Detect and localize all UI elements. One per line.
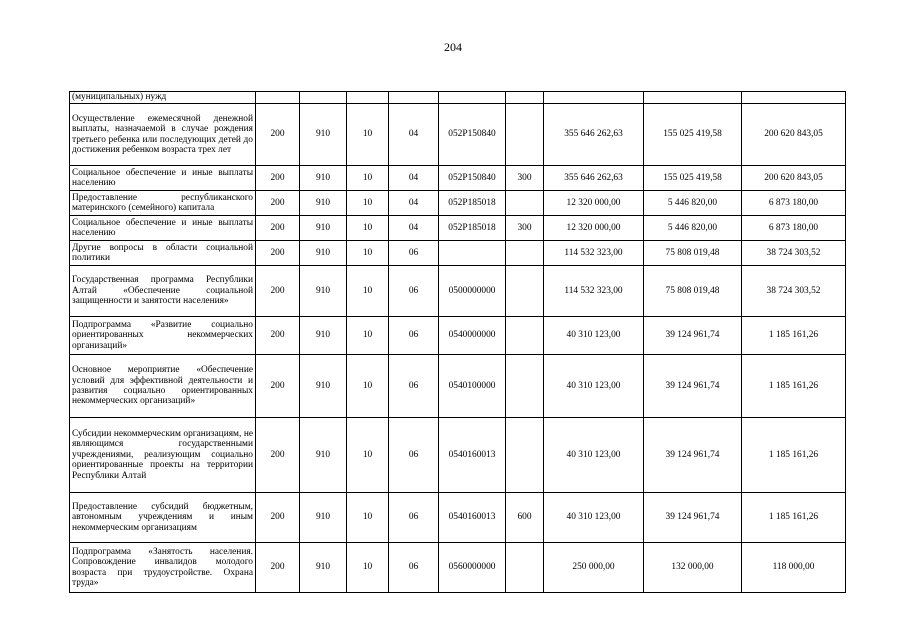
expense-type-cell <box>506 418 544 493</box>
ministry-code-cell: 200 <box>256 355 300 418</box>
amount-total-cell: 40 310 123,00 <box>544 317 644 355</box>
target-article-cell: 0540000000 <box>439 317 506 355</box>
expense-type-cell <box>506 92 544 104</box>
department-code-cell: 910 <box>300 493 347 543</box>
amount-2-cell: 39 124 961,74 <box>644 355 742 418</box>
ministry-code-cell: 200 <box>256 241 300 266</box>
amount-2-cell: 39 124 961,74 <box>644 317 742 355</box>
section-cell: 10 <box>347 355 389 418</box>
expense-type-cell: 600 <box>506 493 544 543</box>
row-name-cell: (муниципальных) нужд <box>70 92 256 104</box>
subsection-cell: 06 <box>389 493 439 543</box>
amount-3-cell: 1 185 161,26 <box>742 418 846 493</box>
ministry-code-cell: 200 <box>256 191 300 216</box>
table-row <box>70 166 846 191</box>
table-row <box>70 92 846 104</box>
target-article-cell: 052P185018 <box>439 191 506 216</box>
department-code-cell: 910 <box>300 543 347 593</box>
section-cell <box>347 92 389 104</box>
subsection-cell: 06 <box>389 355 439 418</box>
amount-2-cell: 5 446 820,00 <box>644 191 742 216</box>
amount-total-cell: 250 000,00 <box>544 543 644 593</box>
amount-2-cell: 132 000,00 <box>644 543 742 593</box>
ministry-code-cell: 200 <box>256 266 300 317</box>
amount-2-cell <box>644 92 742 104</box>
section-cell: 10 <box>347 104 389 166</box>
expense-type-cell: 300 <box>506 216 544 241</box>
amount-total-cell: 114 532 323,00 <box>544 266 644 317</box>
amount-total-cell: 355 646 262,63 <box>544 104 644 166</box>
section-cell: 10 <box>347 418 389 493</box>
row-name-cell: Предоставление республиканского материнского (семейного) капитала <box>70 191 256 216</box>
amount-3-cell <box>742 92 846 104</box>
section-cell: 10 <box>347 493 389 543</box>
ministry-code-cell: 200 <box>256 543 300 593</box>
amount-3-cell: 200 620 843,05 <box>742 104 846 166</box>
amount-3-cell: 200 620 843,05 <box>742 166 846 191</box>
target-article-cell: 052P150840 <box>439 166 506 191</box>
section-cell: 10 <box>347 543 389 593</box>
amount-3-cell: 6 873 180,00 <box>742 216 846 241</box>
amount-total-cell: 114 532 323,00 <box>544 241 644 266</box>
expense-type-cell <box>506 317 544 355</box>
section-cell: 10 <box>347 317 389 355</box>
table-row <box>70 317 846 355</box>
department-code-cell: 910 <box>300 241 347 266</box>
target-article-cell <box>439 241 506 266</box>
target-article-cell <box>439 92 506 104</box>
ministry-code-cell: 200 <box>256 418 300 493</box>
subsection-cell: 04 <box>389 104 439 166</box>
row-name-cell: Подпрограмма «Занятость населения. Сопровождение инвалидов молодого возраста при трудоустройстве. Охрана труда» <box>70 543 256 593</box>
amount-2-cell: 75 808 019,48 <box>644 266 742 317</box>
amount-3-cell: 1 185 161,26 <box>742 355 846 418</box>
department-code-cell: 910 <box>300 191 347 216</box>
amount-total-cell: 40 310 123,00 <box>544 355 644 418</box>
department-code-cell: 910 <box>300 104 347 166</box>
expense-type-cell <box>506 543 544 593</box>
amount-3-cell: 1 185 161,26 <box>742 317 846 355</box>
expense-type-cell <box>506 104 544 166</box>
section-cell: 10 <box>347 191 389 216</box>
row-name-cell: Основное мероприятие «Обеспечение условий для эффективной деятельности и развития социально ориентированных некоммерческих организаций» <box>70 355 256 418</box>
expense-type-cell <box>506 241 544 266</box>
amount-2-cell: 39 124 961,74 <box>644 493 742 543</box>
amount-2-cell: 155 025 419,58 <box>644 104 742 166</box>
amount-3-cell: 38 724 303,52 <box>742 241 846 266</box>
table-row <box>70 493 846 543</box>
section-cell: 10 <box>347 166 389 191</box>
target-article-cell: 0540160013 <box>439 493 506 543</box>
subsection-cell: 04 <box>389 216 439 241</box>
row-name-cell: Другие вопросы в области социальной политики <box>70 241 256 266</box>
department-code-cell: 910 <box>300 418 347 493</box>
ministry-code-cell: 200 <box>256 216 300 241</box>
department-code-cell: 910 <box>300 266 347 317</box>
department-code-cell: 910 <box>300 355 347 418</box>
target-article-cell: 052P150840 <box>439 104 506 166</box>
row-name-cell: Социальное обеспечение и иные выплаты населению <box>70 166 256 191</box>
amount-total-cell: 12 320 000,00 <box>544 191 644 216</box>
subsection-cell: 06 <box>389 543 439 593</box>
amount-2-cell: 155 025 419,58 <box>644 166 742 191</box>
section-cell: 10 <box>347 266 389 317</box>
subsection-cell: 06 <box>389 317 439 355</box>
row-name-cell: Социальное обеспечение и иные выплаты населению <box>70 216 256 241</box>
amount-2-cell: 5 446 820,00 <box>644 216 742 241</box>
ministry-code-cell <box>256 92 300 104</box>
table-row <box>70 418 846 493</box>
amount-2-cell: 75 808 019,48 <box>644 241 742 266</box>
table-row <box>70 191 846 216</box>
amount-3-cell: 38 724 303,52 <box>742 266 846 317</box>
ministry-code-cell: 200 <box>256 166 300 191</box>
row-name-cell: Подпрограмма «Развитие социально ориентированных некоммерческих организаций» <box>70 317 256 355</box>
amount-total-cell: 40 310 123,00 <box>544 493 644 543</box>
table-body <box>70 92 846 593</box>
budget-table <box>69 91 846 593</box>
row-name-cell: Осуществление ежемесячной денежной выплаты, назначаемой в случае рождения третьего ребенка или последующих детей до достижения ребенком возраста трех лет <box>70 104 256 166</box>
subsection-cell: 06 <box>389 418 439 493</box>
department-code-cell: 910 <box>300 166 347 191</box>
subsection-cell <box>389 92 439 104</box>
section-cell: 10 <box>347 241 389 266</box>
table-row <box>70 266 846 317</box>
expense-type-cell <box>506 191 544 216</box>
table-row <box>70 241 846 266</box>
subsection-cell: 06 <box>389 241 439 266</box>
amount-total-cell: 40 310 123,00 <box>544 418 644 493</box>
amount-3-cell: 118 000,00 <box>742 543 846 593</box>
expense-type-cell <box>506 355 544 418</box>
row-name-cell: Государственная программа Республики Алтай «Обеспечение социальной защищенности и занятости населения» <box>70 266 256 317</box>
table-row <box>70 543 846 593</box>
amount-3-cell: 6 873 180,00 <box>742 191 846 216</box>
table-row <box>70 216 846 241</box>
target-article-cell: 0560000000 <box>439 543 506 593</box>
subsection-cell: 06 <box>389 266 439 317</box>
row-name-cell: Субсидии некоммерческим организациям, не являющимся государственными учреждениями, реализующим социально ориентированные проекты на территории Республики Алтай <box>70 418 256 493</box>
department-code-cell: 910 <box>300 216 347 241</box>
table-row <box>70 355 846 418</box>
section-cell: 10 <box>347 216 389 241</box>
department-code-cell <box>300 92 347 104</box>
target-article-cell: 0540100000 <box>439 355 506 418</box>
target-article-cell: 0500000000 <box>439 266 506 317</box>
target-article-cell: 0540160013 <box>439 418 506 493</box>
amount-total-cell: 12 320 000,00 <box>544 216 644 241</box>
expense-type-cell <box>506 266 544 317</box>
table-row <box>70 104 846 166</box>
target-article-cell: 052P185018 <box>439 216 506 241</box>
amount-total-cell: 355 646 262,63 <box>544 166 644 191</box>
subsection-cell: 04 <box>389 191 439 216</box>
ministry-code-cell: 200 <box>256 493 300 543</box>
department-code-cell: 910 <box>300 317 347 355</box>
expense-type-cell: 300 <box>506 166 544 191</box>
subsection-cell: 04 <box>389 166 439 191</box>
amount-total-cell <box>544 92 644 104</box>
ministry-code-cell: 200 <box>256 317 300 355</box>
page-number: 204 <box>444 40 462 54</box>
amount-2-cell: 39 124 961,74 <box>644 418 742 493</box>
amount-3-cell: 1 185 161,26 <box>742 493 846 543</box>
ministry-code-cell: 200 <box>256 104 300 166</box>
row-name-cell: Предоставление субсидий бюджетным, автономным учреждениям и иным некоммерческим организациям <box>70 493 256 543</box>
